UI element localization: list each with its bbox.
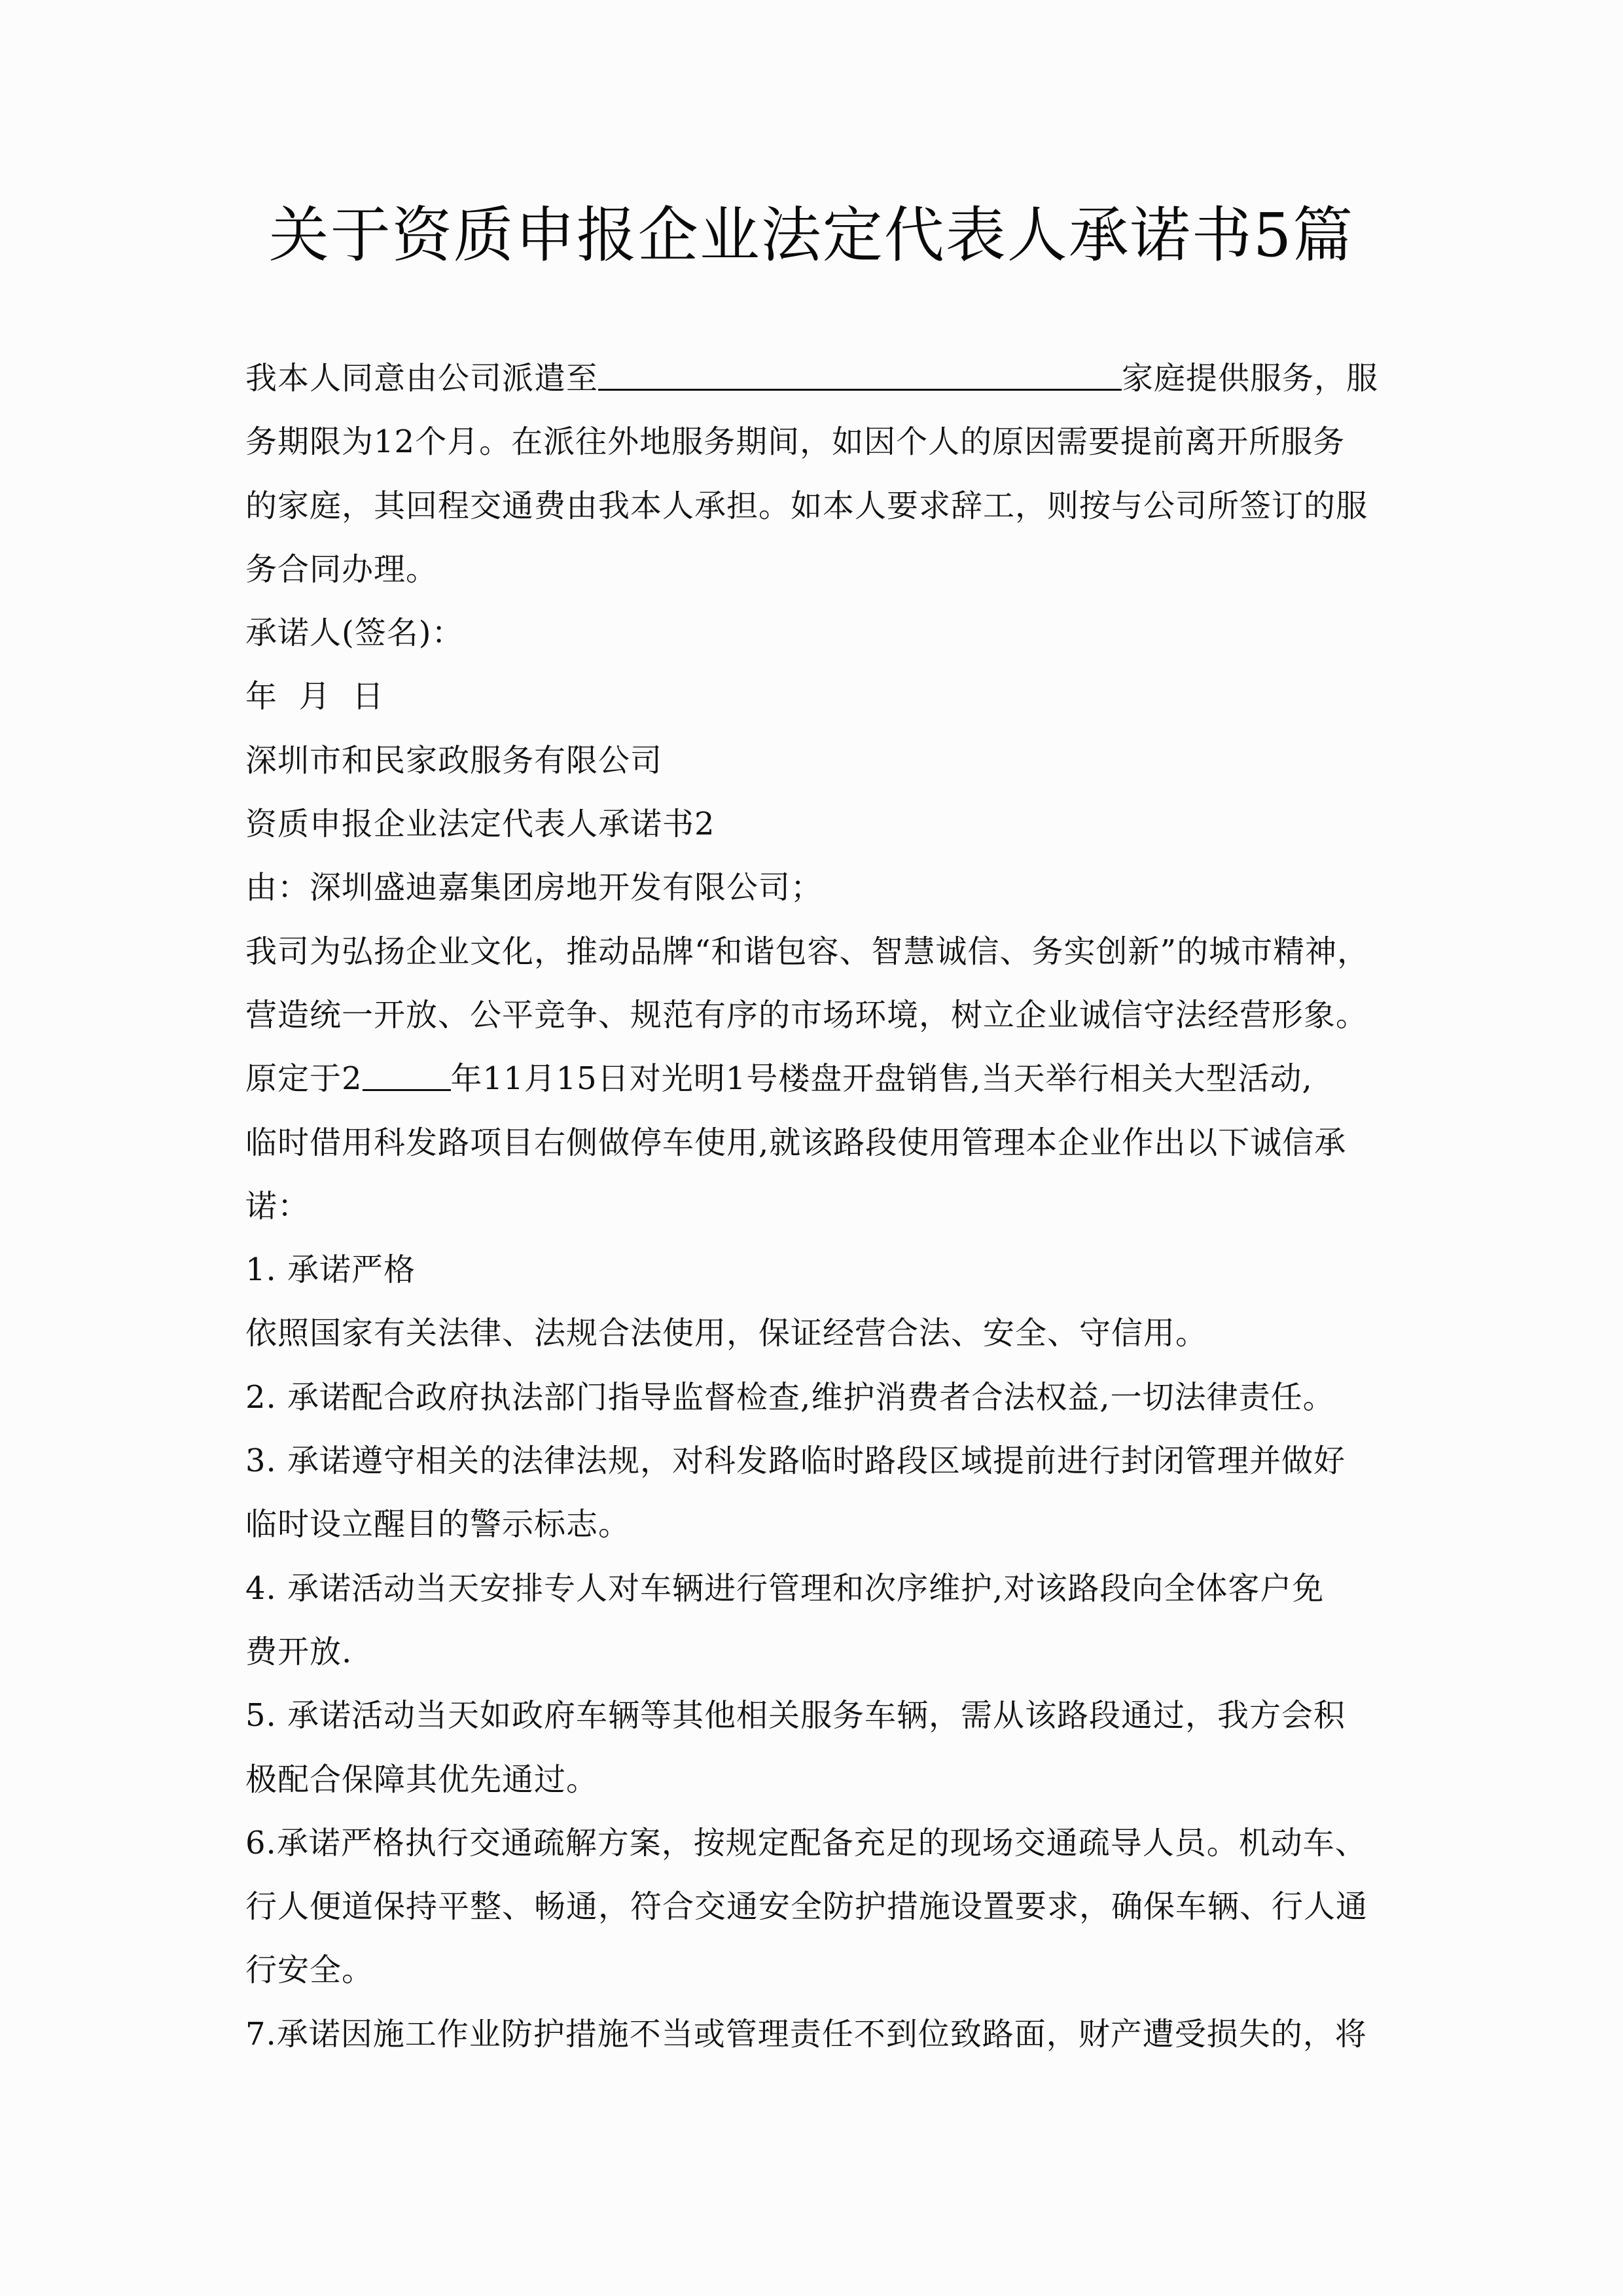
list-item-line: 4. 承诺活动当天安排专人对车辆进行管理和次序维护,对该路段向全体客户免 xyxy=(245,1570,1325,1607)
section-heading: 资质申报企业法定代表人承诺书2 xyxy=(245,806,715,843)
list-item-line: 1. 承诺严格 xyxy=(245,1251,416,1289)
list-item-line: 行人便道保持平整、畅通，符合交通安全防护措施设置要求，确保车辆、行人通 xyxy=(245,1888,1368,1926)
paragraph-line xyxy=(245,1047,1384,1111)
paragraph-line: 的家庭，其回程交通费由我本人承担。如本人要求辞工，则按与公司所签订的服 xyxy=(245,487,1368,524)
paragraph-line: 务合同办理。 xyxy=(245,550,438,588)
list-item-line: 依照国家有关法律、法规合法使用，保证经营合法、安全、守信用。 xyxy=(245,1315,1208,1352)
list-item-line: 行安全。 xyxy=(245,1952,374,1989)
text-segment: 我本人同意由公司派遣至 xyxy=(245,360,599,397)
list-item-line: 极配合保障其优先通过。 xyxy=(245,1761,599,1798)
list-item-line: 2. 承诺配合政府执法部门指导监督检查,维护消费者合法权益,一切法律责任。 xyxy=(245,1378,1335,1416)
from-line: 由：深圳盛迪嘉集团房地开发有限公司； xyxy=(245,869,823,906)
paragraph-line: 营造统一开放、公平竞争、规范有序的市场环境，树立企业诚信守法经营形象。 xyxy=(245,996,1368,1033)
list-item-line: 3. 承诺遵守相关的法律法规，对科发路临时路段区域提前进行封闭管理并做好 xyxy=(245,1443,1346,1480)
list-item-line: 费开放. xyxy=(245,1633,353,1670)
date-line: 年 月 日 xyxy=(245,678,385,715)
paragraph-line xyxy=(245,347,1384,410)
list-item-line: 5. 承诺活动当天如政府车辆等其他相关服务车辆，需从该路段通过，我方会积 xyxy=(245,1697,1346,1734)
text-segment: 家庭提供服务，服 xyxy=(1122,360,1379,397)
company-name: 深圳市和民家政服务有限公司 xyxy=(245,742,663,779)
list-item-line: 7.承诺因施工作业防护措施不当或管理责任不到位致路面，财产遭受损失的，将 xyxy=(245,2015,1367,2053)
paragraph-line: 我司为弘扬企业文化，推动品牌“和谐包容、智慧诚信、务实创新”的城市精神， xyxy=(245,933,1370,970)
fill-in-blank xyxy=(363,1051,451,1091)
paragraph-line: 诺： xyxy=(245,1187,310,1225)
text-segment: 年11月15日对光明1号楼盘开盘销售,当天举行相关大型活动, xyxy=(450,1060,1313,1098)
document-body xyxy=(245,347,1384,2066)
list-item-line: 6.承诺严格执行交通疏解方案，按规定配备充足的现场交通疏导人员。机动车、 xyxy=(245,1824,1367,1861)
paragraph-line: 临时借用科发路项目右侧做停车使用,就该路段使用管理本企业作出以下诚信承 xyxy=(245,1124,1347,1161)
document-title: 关于资质申报企业法定代表人承诺书5篇 xyxy=(268,200,1355,270)
paragraph-line: 务期限为12个月。在派往外地服务期间，如因个人的原因需要提前离开所服务 xyxy=(245,423,1346,461)
signature-label: 承诺人(签名)： xyxy=(245,615,464,652)
text-segment: 原定于2 xyxy=(245,1060,363,1098)
fill-in-blank xyxy=(598,351,1122,391)
list-item-line: 临时设立醒目的警示标志。 xyxy=(245,1506,631,1543)
